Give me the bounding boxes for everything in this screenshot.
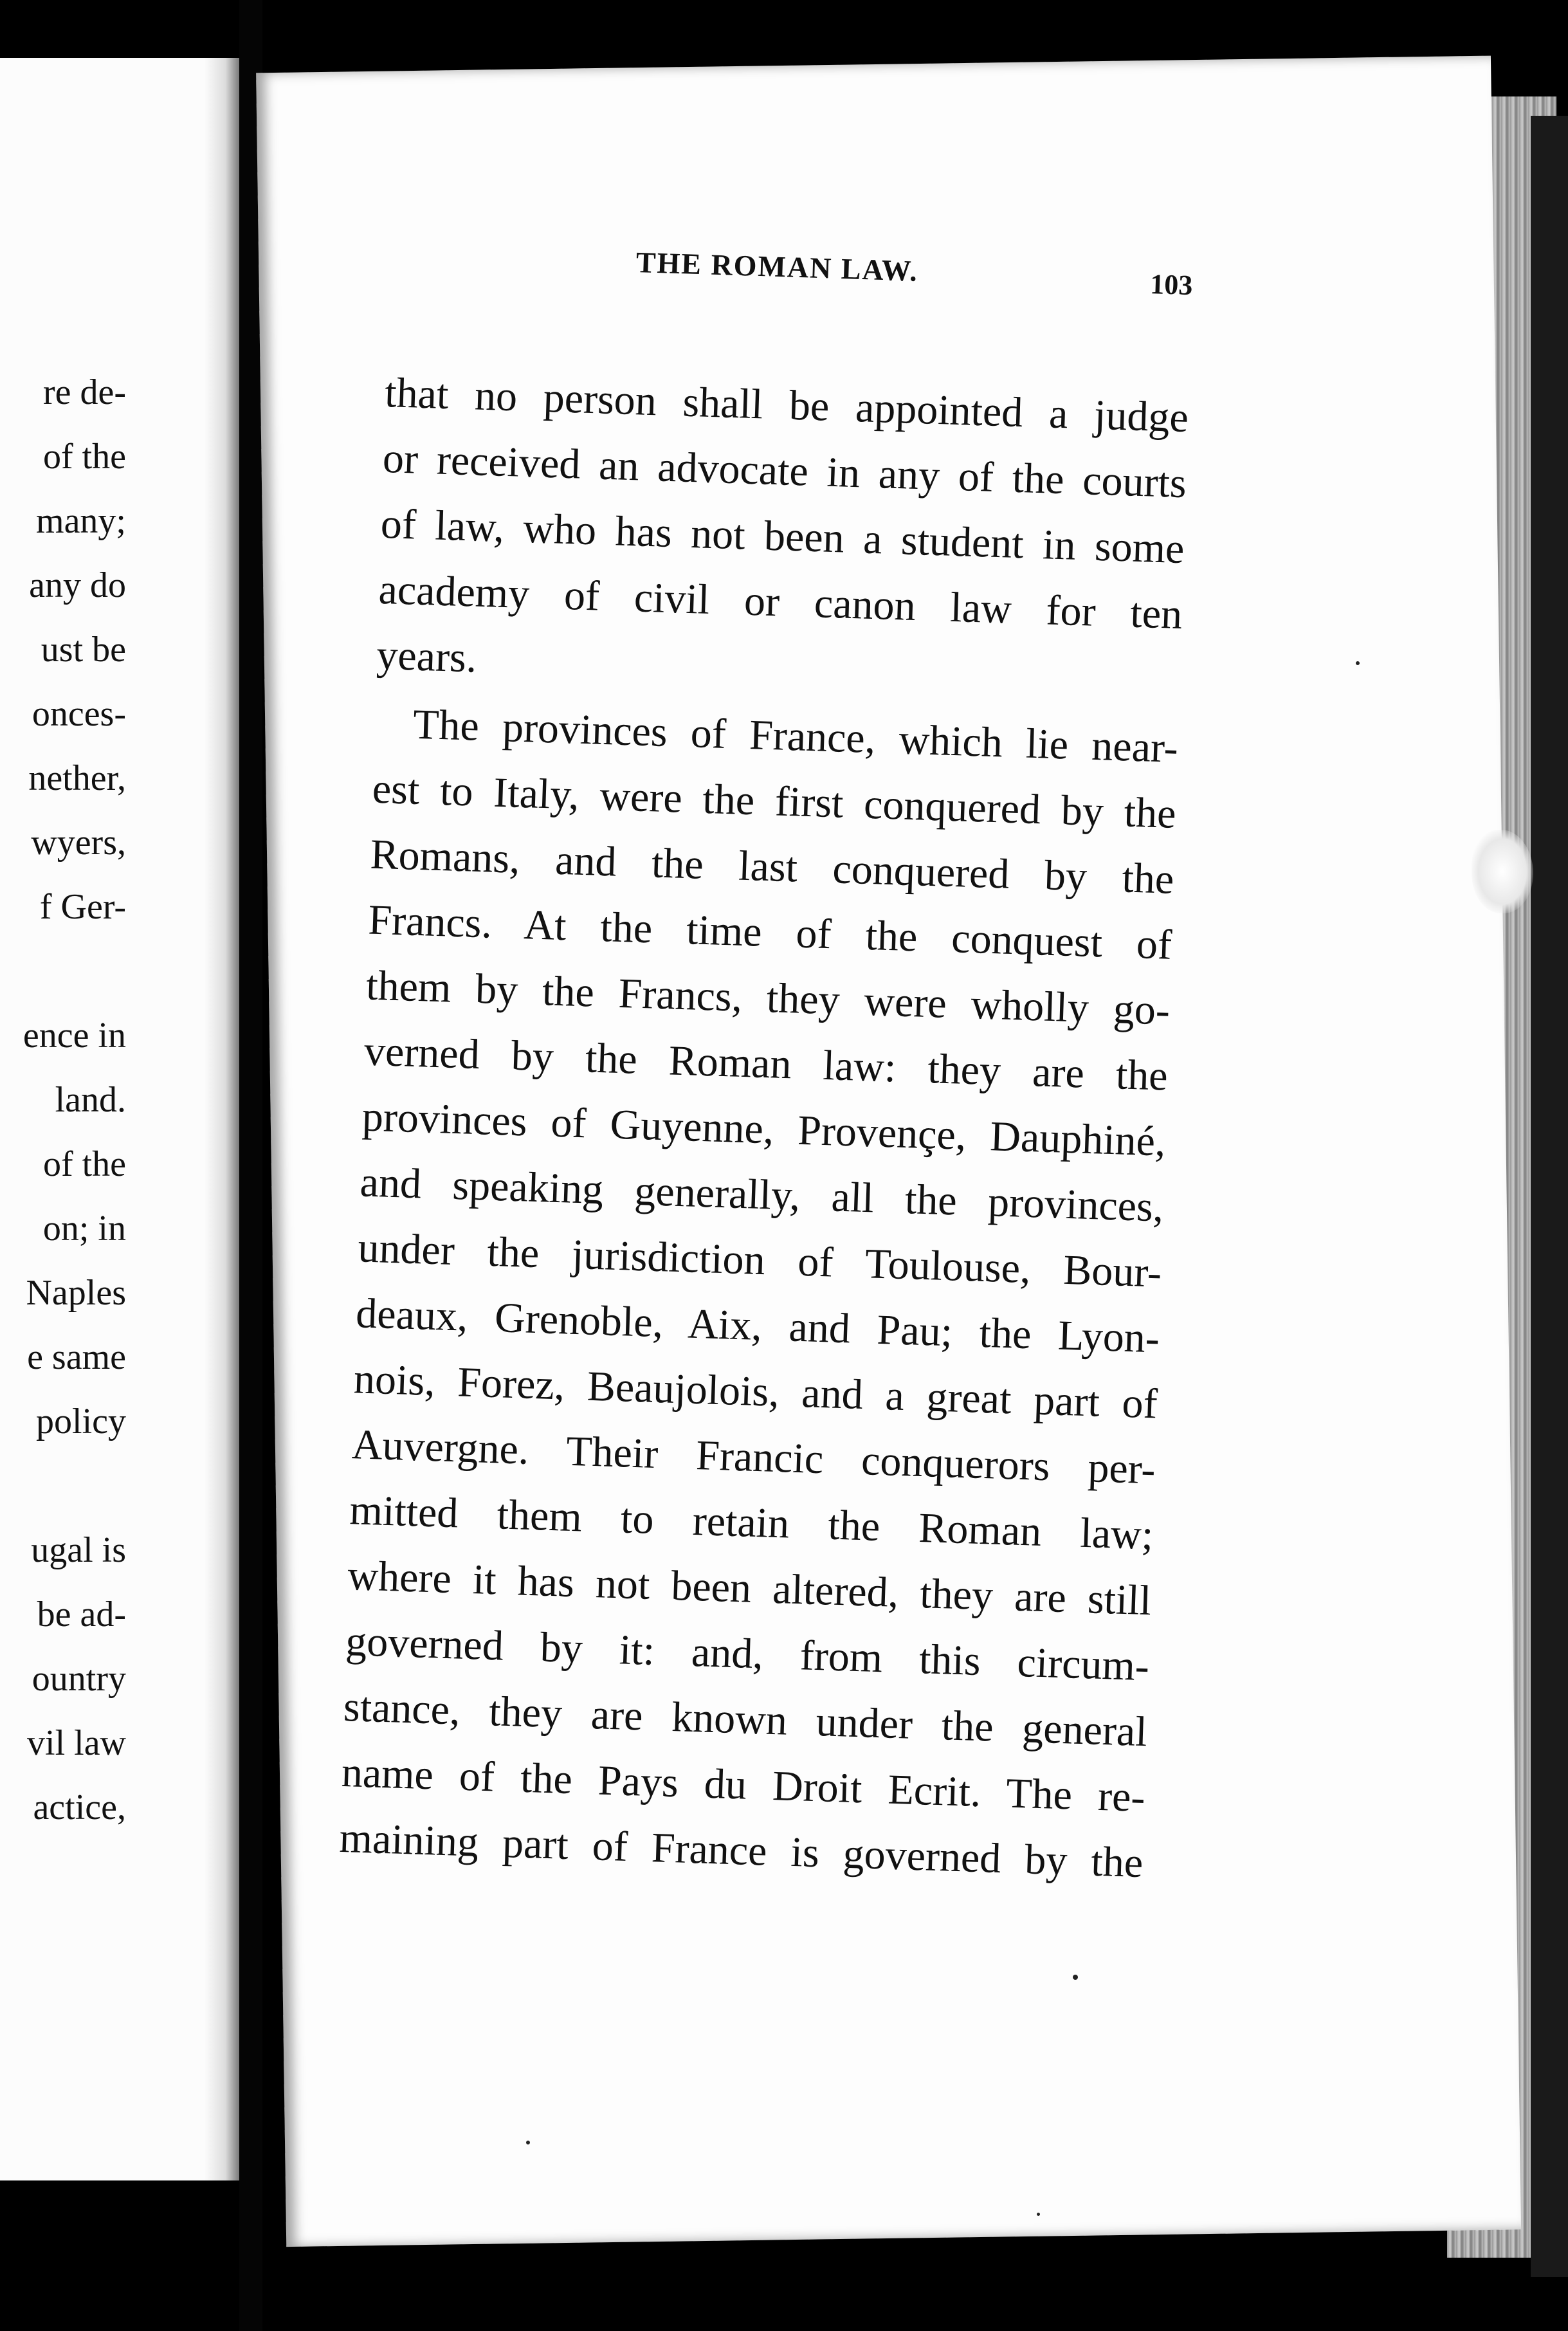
left-line: many; (36, 501, 126, 541)
left-line: nether, (28, 758, 126, 798)
left-line: ountry (32, 1659, 126, 1699)
text-line: stance, they are known under the general (343, 1683, 1148, 1756)
text-line: of law, who has not been a student in some (379, 500, 1185, 573)
text-line: Romans, and the last conquered by the (369, 830, 1175, 903)
left-line (8, 1454, 126, 1518)
left-line: of the (42, 1144, 126, 1184)
text-line: and speaking generally, all the provinces, (359, 1158, 1165, 1231)
text-line: verned by the Roman law: they are the (363, 1027, 1169, 1100)
page-edges-shadow (1531, 116, 1568, 2277)
text-line: years. (376, 631, 478, 682)
facing-page-left (0, 58, 239, 2180)
left-line: f Ger- (39, 887, 126, 927)
left-line: of the (42, 437, 126, 477)
left-line: Naples (26, 1273, 126, 1313)
text-line: name of the Pays du Droit Ecrit. The re- (340, 1748, 1146, 1822)
text-line: them by the Francs, they were wholly go- (365, 962, 1171, 1034)
page-stain (1472, 830, 1533, 913)
left-line: onces- (32, 694, 126, 734)
left-line: ugal is (31, 1530, 126, 1570)
left-line: policy (36, 1402, 126, 1441)
left-line: e same (27, 1337, 126, 1377)
text-line: academy of civil or canon law for ten (378, 565, 1183, 639)
text-line: est to Italy, were the first conquered by the (371, 765, 1177, 837)
text-line: provinces of Guyenne, Provençe, Dauphiné, (361, 1093, 1167, 1166)
book-spine (239, 0, 262, 2331)
text-line: deaux, Grenoble, Aix, and Pau; the Lyon- (355, 1290, 1160, 1362)
text-line: The provinces of France, which lie near- (412, 700, 1179, 772)
left-line: on; in (42, 1209, 126, 1248)
text-line: Auvergne. Their Francic conquerors per- (351, 1421, 1156, 1494)
page-number: 103 (1149, 268, 1194, 302)
text-line: that no person shall be appointed a judge (384, 369, 1189, 442)
text-line: Francs. At the time of the conquest of (367, 896, 1173, 969)
ink-speck (526, 2141, 530, 2144)
text-line: under the jurisdiction of Toulouse, Bour- (357, 1224, 1163, 1297)
text-line: or received an advocate in any of the courts (382, 434, 1187, 507)
left-line: ence in (23, 1016, 126, 1056)
text-line: nois, Forez, Beaujolois, and a great part of (353, 1355, 1158, 1428)
left-line: any do (29, 565, 126, 605)
left-line: be ad- (37, 1595, 126, 1634)
text-line: maining part of France is governed by the (338, 1814, 1144, 1887)
ink-speck (1037, 2213, 1040, 2216)
left-line (8, 939, 126, 1003)
ink-speck (1073, 1975, 1078, 1980)
running-title: THE ROMAN LAW. (635, 245, 919, 288)
left-line: land. (55, 1080, 126, 1120)
text-line: where it has not been altered, they are still (347, 1552, 1153, 1625)
text-line: governed by it: and, from this circum- (345, 1618, 1150, 1690)
left-line: wyers, (31, 823, 126, 863)
left-line: vil law (27, 1723, 126, 1763)
text-line: mitted them to retain the Roman law; (349, 1486, 1154, 1559)
left-line: ust be (41, 630, 126, 670)
left-line: re de- (42, 372, 126, 412)
left-line: actice, (33, 1787, 126, 1827)
left-page-text (8, 360, 239, 1840)
ink-speck (1356, 661, 1360, 665)
body-text (338, 360, 1189, 1896)
